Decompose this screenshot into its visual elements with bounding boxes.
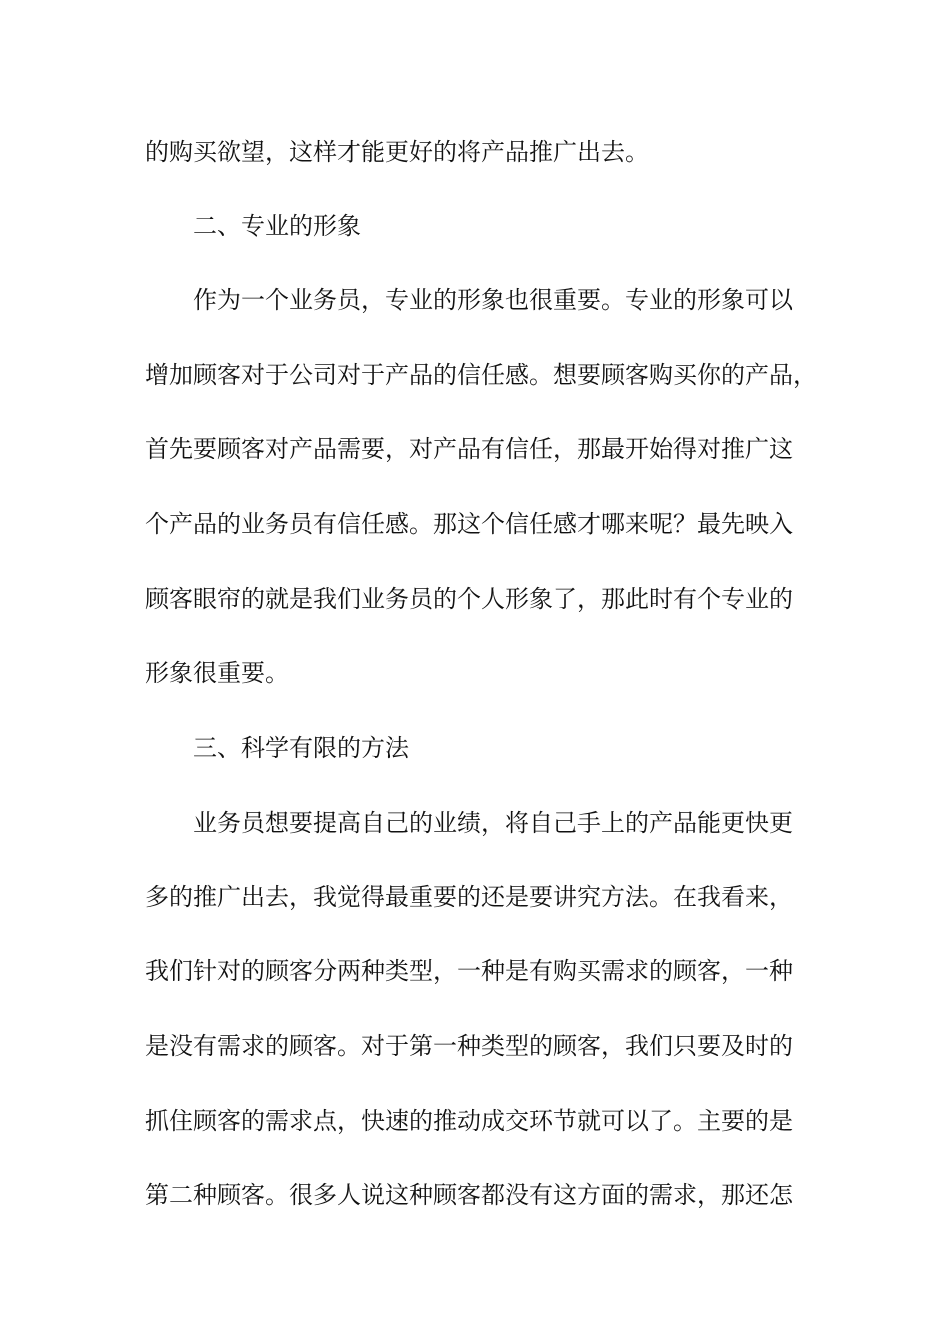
section-heading: 三、科学有限的方法 bbox=[193, 734, 409, 762]
text-line: 作为一个业务员，专业的形象也很重要。专业的形象可以 bbox=[193, 286, 793, 314]
text-line: 形象很重要。 bbox=[145, 659, 289, 687]
text-line: 增加顾客对于公司对于产品的信任感。想要顾客购买你的产品， bbox=[145, 361, 817, 389]
text-line: 第二种顾客。很多人说这种顾客都没有这方面的需求，那还怎 bbox=[145, 1181, 793, 1209]
text-line: 的购买欲望，这样才能更好的将产品推广出去。 bbox=[145, 138, 649, 166]
text-line: 个产品的业务员有信任感。那这个信任感才哪来呢？最先映入 bbox=[145, 510, 793, 538]
section-heading: 二、专业的形象 bbox=[193, 212, 361, 240]
text-line: 业务员想要提高自己的业绩，将自己手上的产品能更快更 bbox=[193, 809, 793, 837]
text-line: 首先要顾客对产品需要，对产品有信任，那最开始得对推广这 bbox=[145, 435, 793, 463]
text-line: 顾客眼帘的就是我们业务员的个人形象了，那此时有个专业的 bbox=[145, 585, 793, 613]
text-line: 多的推广出去，我觉得最重要的还是要讲究方法。在我看来， bbox=[145, 883, 793, 911]
text-line: 是没有需求的顾客。对于第一种类型的顾客，我们只要及时的 bbox=[145, 1032, 793, 1060]
text-line: 抓住顾客的需求点，快速的推动成交环节就可以了。主要的是 bbox=[145, 1107, 793, 1135]
text-line: 我们针对的顾客分两种类型，一种是有购买需求的顾客，一种 bbox=[145, 957, 793, 985]
